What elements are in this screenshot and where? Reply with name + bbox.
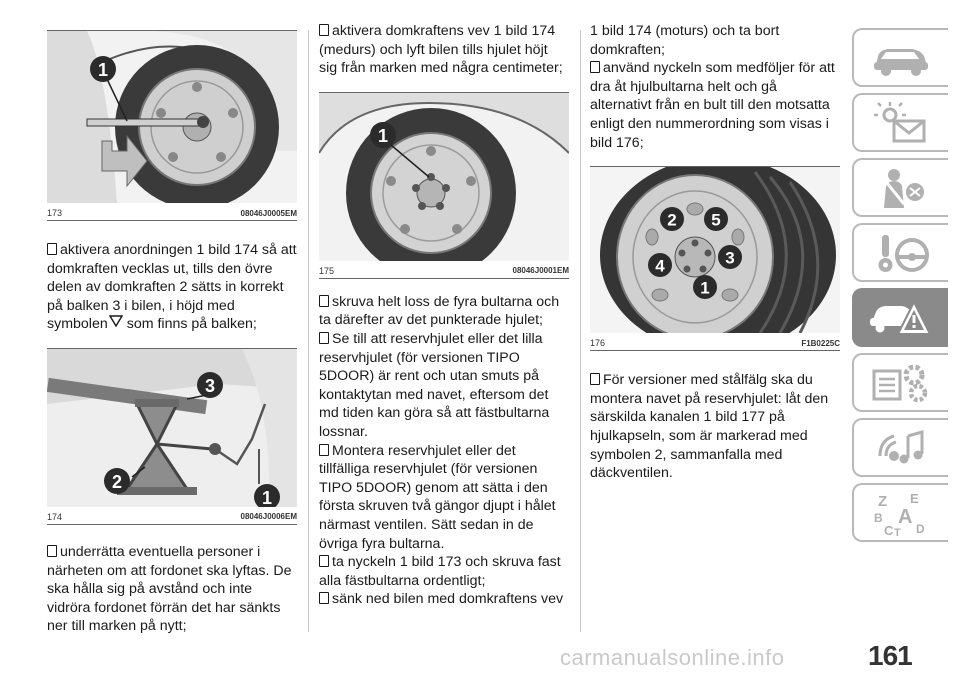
paragraph: Se till att reservhjulet eller det lilla reservhjulet (för versionen TIPO 5DOOR) är rent och utan smuts på kontaktytan med navet, eftersom det md tiden kan göra så att fästbultarna lossnar.	[319, 330, 550, 440]
figure-code: 08046J0001EM	[512, 266, 569, 276]
bullet-box-icon	[47, 243, 57, 255]
callout-1: 1	[377, 125, 389, 146]
bullet-box-icon	[319, 444, 329, 456]
paragraph: sänk ned bilen med domkraftens vev	[319, 590, 569, 609]
paragraph: ta nyckeln 1 bild 173 och skruva fast alla fästbultarna ordentligt;	[319, 554, 561, 589]
page-number: 161	[868, 640, 912, 671]
bullet-box-icon	[319, 555, 329, 567]
paragraph: använd nyckeln som medföljer för att dra åt hjulbultarna helt och gå alternativt från en bult till den motsatta enligt den nummerordning som visas i bild 176;	[590, 60, 835, 151]
bullet-box-icon	[319, 295, 329, 307]
figure-number: 173	[47, 208, 63, 218]
svg-text:C: C	[884, 522, 894, 537]
tab-emergency[interactable]	[852, 288, 948, 347]
lights-message-icon	[870, 101, 932, 145]
figure-code: 08046J0005EM	[240, 208, 297, 218]
callout-2: 2	[667, 210, 677, 230]
figure-176	[590, 166, 840, 351]
column-3	[590, 22, 840, 483]
breakdown-warning-icon	[868, 296, 934, 340]
tab-car[interactable]	[852, 28, 948, 87]
figure-caption	[319, 261, 569, 279]
bullet-box-icon	[319, 332, 329, 344]
paragraph: Montera reservhjulet eller det tillfälliga reservhjulet (för versionen TIPO 5DOOR) genom att sätta i den första skruven två gängor djupt i hålet närmast ventilen. Sätt sedan in de övriga fyra bultarna.	[319, 442, 556, 552]
tab-lights-messages[interactable]	[852, 93, 948, 152]
column-divider	[308, 30, 309, 632]
jack-illustration	[47, 349, 297, 507]
figure-caption	[47, 507, 297, 525]
car-icon	[870, 38, 932, 78]
figure-code: F1B0225C	[801, 338, 840, 348]
column-2	[319, 22, 569, 609]
figure-number: 174	[47, 511, 63, 522]
jack-point-symbol-icon	[109, 315, 123, 327]
figure-174	[47, 348, 297, 525]
callout-2: 2	[111, 471, 123, 492]
callout-5: 5	[711, 210, 721, 230]
tab-starting-driving[interactable]	[852, 223, 948, 282]
paragraph: aktivera anordningen 1 bild 174 så att domkraften vecklas ut, tills den övre delen av domkraften 2 sätts in korrekt på balken 3 i bilen, i höjd med symbolen som finns på balken;	[47, 242, 297, 333]
bullet-box-icon	[47, 545, 57, 557]
paragraph: skruva helt loss de fyra bultarna och ta därefter av det punkterade hjulet;	[319, 293, 560, 329]
figure-code: 08046J0006EM	[240, 512, 297, 522]
bullet-box-icon	[590, 373, 600, 385]
tab-safety[interactable]	[852, 158, 948, 217]
svg-text:E: E	[910, 490, 919, 506]
alphabetical-index-icon	[870, 489, 932, 537]
callout-3: 3	[204, 375, 216, 396]
paragraph: underrätta eventuella personer i närheten om att fordonet ska lyftas. De ska hålla sig på avstånd och inte vidröra fordonet förrän det har sänkts ner till marken på nytt;	[47, 543, 292, 635]
figure-caption	[47, 203, 297, 221]
callout-1: 1	[700, 278, 710, 298]
chapter-tabs	[852, 28, 948, 548]
paragraph: aktivera domkraftens vev 1 bild 174 (medurs) och lyft bilen tills hjulet höjt sig från marken med några centimeter;	[319, 23, 563, 77]
svg-text:D: D	[916, 521, 925, 536]
multimedia-icon	[870, 426, 932, 470]
watermark: carmanualsonline.info	[560, 645, 785, 670]
callout-4: 4	[655, 256, 665, 276]
bullet-box-icon	[319, 592, 329, 604]
bullet-box-icon	[590, 61, 600, 73]
tab-multimedia[interactable]	[852, 418, 948, 477]
callout-1: 1	[261, 487, 273, 507]
tab-maintenance[interactable]	[852, 353, 948, 412]
column-1	[47, 30, 297, 636]
tab-index[interactable]	[852, 483, 948, 542]
callout-1: 1	[97, 60, 109, 80]
figure-175	[319, 92, 569, 279]
figure-number: 175	[319, 265, 335, 276]
wheel-bolt-illustration	[319, 93, 569, 261]
callout-3: 3	[725, 248, 735, 268]
column-divider	[580, 30, 581, 632]
figure-number: 176	[590, 338, 606, 349]
bolt-tightening-order-illustration	[590, 167, 840, 333]
paragraph: För versioner med stålfälg ska du montera navet på reservhjulet: låt den särskilda kanalen 1 bild 177 på hjulkapseln, som är markerad med symbolen 2, sammanfalla med däckventilen.	[590, 372, 829, 482]
paragraph: 1 bild 174 (moturs) och ta bort domkraften;	[590, 23, 780, 58]
tire-wrench-illustration	[47, 31, 297, 203]
svg-text:Z: Z	[878, 492, 888, 510]
bullet-box-icon	[319, 24, 329, 36]
figure-caption	[590, 333, 840, 351]
svg-text:B: B	[874, 510, 883, 525]
svg-text:A: A	[898, 505, 913, 528]
svg-text:T: T	[894, 526, 901, 537]
figure-173	[47, 30, 297, 221]
seatbelt-airbag-icon	[870, 166, 932, 210]
key-steering-wheel-icon	[870, 231, 932, 275]
maintenance-gears-icon	[870, 361, 932, 405]
